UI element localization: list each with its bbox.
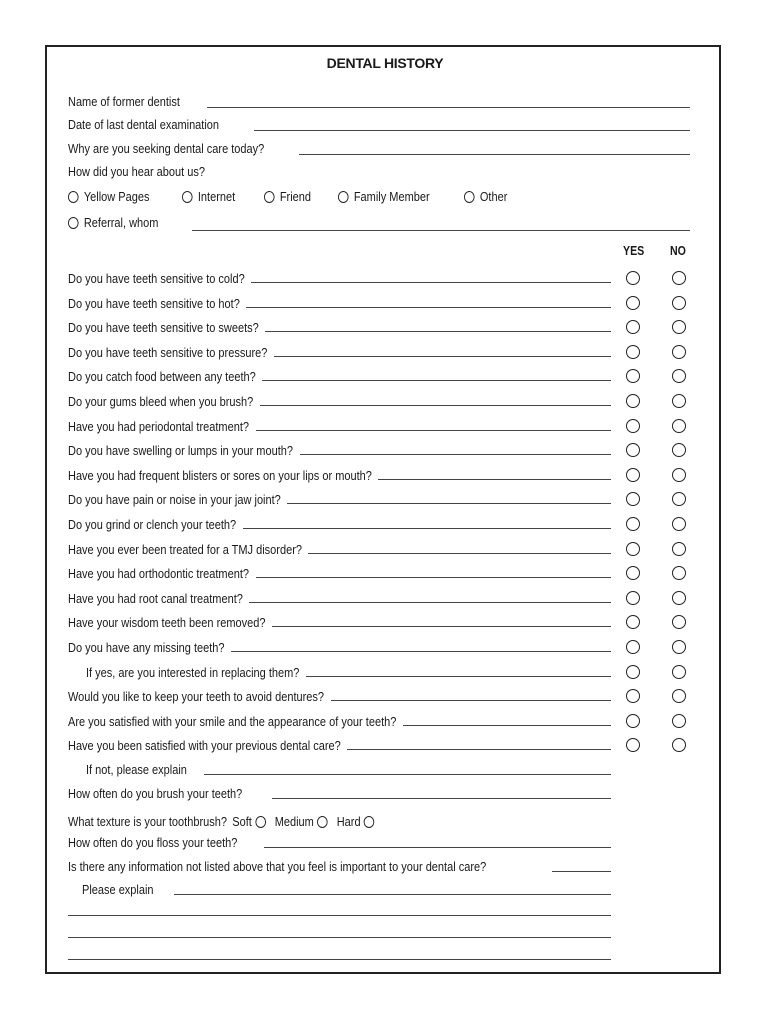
no-radio-icon[interactable] xyxy=(672,419,686,433)
question-label: Have you ever been treated for a TMJ disorder? xyxy=(68,543,302,557)
yes-radio-icon[interactable] xyxy=(626,419,640,433)
explain-line-2[interactable] xyxy=(68,915,611,916)
floss-field[interactable] xyxy=(264,847,611,848)
question-label: Do you catch food between any teeth? xyxy=(68,370,256,384)
radio-icon[interactable] xyxy=(464,191,475,203)
question-label: Do you have teeth sensitive to sweets? xyxy=(68,321,259,335)
question-answer-line[interactable] xyxy=(260,405,611,406)
no-header: NO xyxy=(670,244,686,258)
question-label: Have you had frequent blisters or sores on your lips or mouth? xyxy=(68,469,372,483)
toothbrush-label: What texture is your toothbrush? xyxy=(68,815,227,829)
soft-label: Soft xyxy=(232,815,252,829)
no-radio-icon[interactable] xyxy=(672,296,686,310)
question-answer-line[interactable] xyxy=(274,356,611,357)
brush-field[interactable] xyxy=(272,798,611,799)
question-answer-line[interactable] xyxy=(265,331,611,332)
question-answer-line[interactable] xyxy=(331,700,611,701)
question-answer-line[interactable] xyxy=(246,307,611,308)
question-answer-line[interactable] xyxy=(403,725,611,726)
seeking-care-label: Why are you seeking dental care today? xyxy=(68,142,265,156)
medium-radio-icon[interactable] xyxy=(317,816,328,828)
question-answer-line[interactable] xyxy=(300,454,611,455)
yes-radio-icon[interactable] xyxy=(626,271,640,285)
yes-radio-icon[interactable] xyxy=(626,566,640,580)
question-answer-line[interactable] xyxy=(347,749,611,750)
radio-icon[interactable] xyxy=(338,191,349,203)
question-label: If yes, are you interested in replacing them? xyxy=(86,666,300,680)
question-label: Have you had periodontal treatment? xyxy=(68,420,250,434)
soft-radio-icon[interactable] xyxy=(255,816,266,828)
yes-radio-icon[interactable] xyxy=(626,369,640,383)
no-radio-icon[interactable] xyxy=(672,665,686,679)
yes-radio-icon[interactable] xyxy=(626,615,640,629)
question-label: Would you like to keep your teeth to avoid dentures? xyxy=(68,690,325,704)
yes-header: YES xyxy=(623,244,645,258)
no-radio-icon[interactable] xyxy=(672,591,686,605)
no-radio-icon[interactable] xyxy=(672,714,686,728)
yes-radio-icon[interactable] xyxy=(626,296,640,310)
option-other[interactable]: Other xyxy=(464,190,507,204)
no-radio-icon[interactable] xyxy=(672,394,686,408)
yes-radio-icon[interactable] xyxy=(626,665,640,679)
yes-radio-icon[interactable] xyxy=(626,394,640,408)
option-friend[interactable]: Friend xyxy=(264,190,311,204)
question-label: Do you have swelling or lumps in your mouth? xyxy=(68,444,294,458)
no-radio-icon[interactable] xyxy=(672,271,686,285)
other-info-field[interactable] xyxy=(552,871,611,872)
yes-radio-icon[interactable] xyxy=(626,689,640,703)
explain-line-3[interactable] xyxy=(68,937,611,938)
yes-radio-icon[interactable] xyxy=(626,542,640,556)
no-radio-icon[interactable] xyxy=(672,738,686,752)
question-label: Do you have teeth sensitive to cold? xyxy=(68,272,245,286)
no-radio-icon[interactable] xyxy=(672,492,686,506)
question-answer-line[interactable] xyxy=(249,602,611,603)
question-label: Do you have teeth sensitive to pressure? xyxy=(68,346,268,360)
yes-radio-icon[interactable] xyxy=(626,320,640,334)
yes-radio-icon[interactable] xyxy=(626,443,640,457)
option-family-member[interactable]: Family Member xyxy=(338,190,430,204)
question-answer-line[interactable] xyxy=(231,651,611,652)
no-radio-icon[interactable] xyxy=(672,542,686,556)
please-explain-field[interactable] xyxy=(174,894,611,895)
option-internet[interactable]: Internet xyxy=(182,190,235,204)
former-dentist-field[interactable] xyxy=(207,107,690,108)
question-label: Have you been satisfied with your previous dental care? xyxy=(68,739,341,753)
question-answer-line[interactable] xyxy=(262,380,611,381)
radio-icon[interactable] xyxy=(182,191,193,203)
question-label: Do you have teeth sensitive to hot? xyxy=(68,297,240,311)
explain-line-4[interactable] xyxy=(68,959,611,960)
form-title: DENTAL HISTORY xyxy=(326,55,444,71)
hard-label: Hard xyxy=(336,815,361,829)
hard-radio-icon[interactable] xyxy=(364,816,375,828)
question-label: Have your wisdom teeth been removed? xyxy=(68,616,266,630)
last-exam-label: Date of last dental examination xyxy=(68,118,220,132)
question-label: Do you grind or clench your teeth? xyxy=(68,518,237,532)
no-radio-icon[interactable] xyxy=(672,369,686,383)
referral-whom-field[interactable] xyxy=(192,230,690,231)
hear-about-label: How did you hear about us? xyxy=(68,165,205,179)
toothbrush-row xyxy=(68,815,383,829)
radio-icon[interactable] xyxy=(264,191,275,203)
please-explain-label: Please explain xyxy=(82,883,154,897)
no-radio-icon[interactable] xyxy=(672,566,686,580)
last-exam-field[interactable] xyxy=(254,130,690,131)
question-answer-line[interactable] xyxy=(243,528,611,529)
yes-radio-icon[interactable] xyxy=(626,738,640,752)
no-radio-icon[interactable] xyxy=(672,320,686,334)
medium-label: Medium xyxy=(274,815,314,829)
yes-radio-icon[interactable] xyxy=(626,714,640,728)
brush-label: How often do you brush your teeth? xyxy=(68,787,243,801)
question-answer-line[interactable] xyxy=(308,553,611,554)
radio-icon[interactable] xyxy=(68,191,79,203)
no-radio-icon[interactable] xyxy=(672,468,686,482)
question-label: Have you had orthodontic treatment? xyxy=(68,567,250,581)
yes-radio-icon[interactable] xyxy=(626,492,640,506)
yes-radio-icon[interactable] xyxy=(626,345,640,359)
seeking-care-field[interactable] xyxy=(299,154,690,155)
no-radio-icon[interactable] xyxy=(672,517,686,531)
no-radio-icon[interactable] xyxy=(672,443,686,457)
question-label: Do your gums bleed when you brush? xyxy=(68,395,254,409)
question-answer-line[interactable] xyxy=(256,430,611,431)
question-answer-line[interactable] xyxy=(287,503,611,504)
yes-radio-icon[interactable] xyxy=(626,591,640,605)
floss-label: How often do you floss your teeth? xyxy=(68,836,238,850)
question-label: Have you had root canal treatment? xyxy=(68,592,243,606)
question-answer-line[interactable] xyxy=(256,577,611,578)
former-dentist-label: Name of former dentist xyxy=(68,95,180,109)
option-referral[interactable]: Referral, whom xyxy=(68,216,158,230)
question-label: Do you have any missing teeth? xyxy=(68,641,225,655)
explain-if-not-field[interactable] xyxy=(204,774,611,775)
question-answer-line[interactable] xyxy=(306,676,611,677)
yes-radio-icon[interactable] xyxy=(626,517,640,531)
question-answer-line[interactable] xyxy=(251,282,611,283)
question-label: Do you have pain or noise in your jaw joint? xyxy=(68,493,281,507)
no-radio-icon[interactable] xyxy=(672,345,686,359)
no-radio-icon[interactable] xyxy=(672,689,686,703)
no-radio-icon[interactable] xyxy=(672,615,686,629)
question-label: Are you satisfied with your smile and the appearance of your teeth? xyxy=(68,715,397,729)
question-answer-line[interactable] xyxy=(272,626,611,627)
yes-radio-icon[interactable] xyxy=(626,640,640,654)
yes-radio-icon[interactable] xyxy=(626,468,640,482)
question-answer-line[interactable] xyxy=(378,479,611,480)
no-radio-icon[interactable] xyxy=(672,640,686,654)
other-info-label: Is there any information not listed above that you feel is important to your dental care? xyxy=(68,860,487,874)
radio-icon[interactable] xyxy=(68,217,79,229)
explain-if-not-label: If not, please explain xyxy=(86,763,187,777)
option-yellow-pages[interactable]: Yellow Pages xyxy=(68,190,149,204)
